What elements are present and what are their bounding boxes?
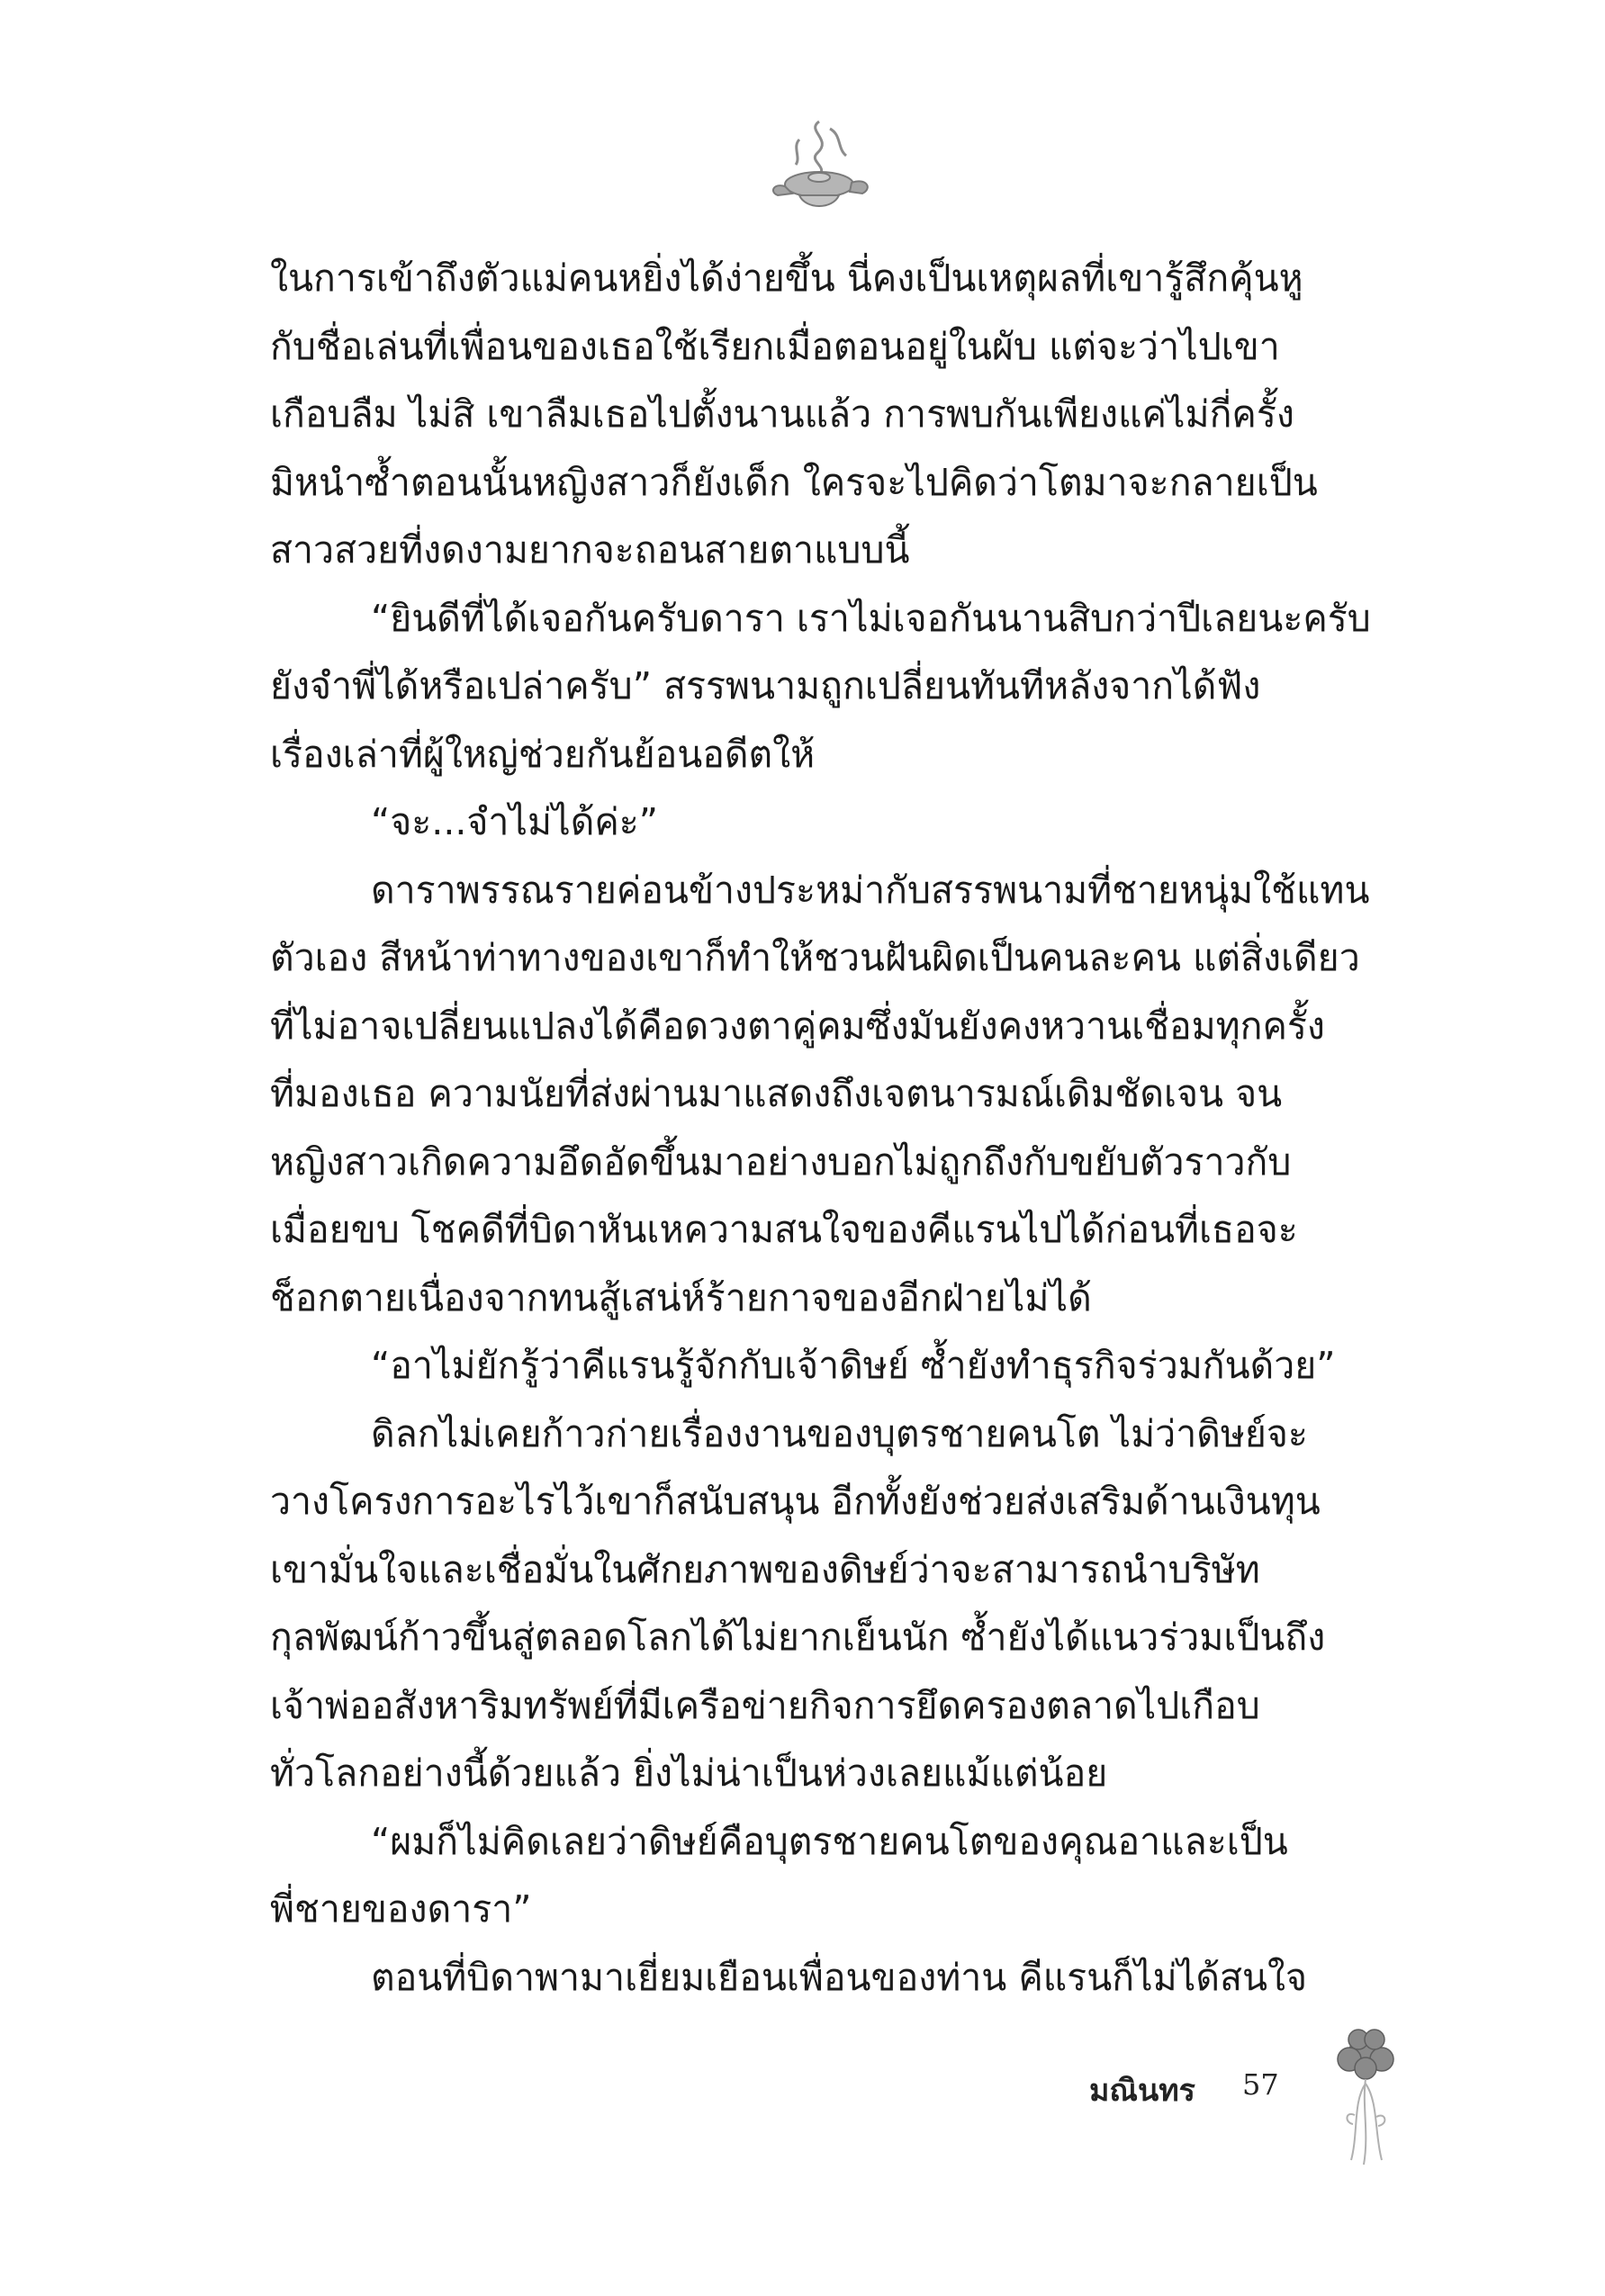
text-line: มิหนำซ้ำตอนนั้นหญิงสาวก็ยังเด็ก ใครจะไปคิดว่าโตมาจะกลายเป็น xyxy=(270,460,1318,504)
text-line: ที่ไม่อาจเปลี่ยนแปลงได้คือดวงตาคู่คมซึ่งมันยังคงหวานเชื่อมทุกครั้ง xyxy=(270,1004,1325,1048)
text-line: สาวสวยที่งดงามยากจะถอนสายตาแบบนี้ xyxy=(270,528,910,572)
text-line: ตอนที่บิดาพามาเยี่ยมเยือนเพื่อนของท่าน คีแรนก็ไม่ได้สนใจ xyxy=(371,1955,1308,1999)
text-line: พี่ชายของดารา” xyxy=(270,1887,532,1931)
body-text xyxy=(270,245,1431,2012)
page-number: 57 xyxy=(1242,2067,1279,2102)
text-line: “อาไม่ยักรู้ว่าคีแรนรู้จักกับเจ้าดิษย์ ซ้ำยังทำธุรกิจร่วมกันด้วย” xyxy=(371,1344,1336,1387)
text-line: “จะ...จำไม่ได้ค่ะ” xyxy=(371,800,659,843)
text-line: หญิงสาวเกิดความอึดอัดขึ้นมาอย่างบอกไม่ถูกถึงกับขยับตัวราวกับ xyxy=(270,1139,1292,1184)
lamp-genie-ornament-icon xyxy=(756,104,882,230)
text-line: ดิลกไม่เคยก้าวก่ายเรื่องงานของบุตรชายคนโต ไม่ว่าดิษย์จะ xyxy=(371,1411,1308,1455)
text-line: กุลพัฒน์ก้าวขึ้นสู่ตลอดโลกได้ไม่ยากเย็นนัก ซ้ำยังได้แนวร่วมเป็นถึง xyxy=(270,1616,1326,1659)
book-title: มณินทร xyxy=(1089,2073,1195,2109)
text-line: ที่มองเธอ ความนัยที่ส่งผ่านมาแสดงถึงเจตนารมณ์เดิมชัดเจน จน xyxy=(270,1072,1283,1115)
text-line: เรื่องเล่าที่ผู้ใหญ่ช่วยกันย้อนอดีตให้ xyxy=(270,732,816,776)
text-line: ยังจำพี่ได้หรือเปล่าครับ” สรรพนามถูกเปลี่ยนทันทีหลังจากได้ฟัง xyxy=(270,664,1261,707)
text-line: “ผมก็ไม่คิดเลยว่าดิษย์คือบุตรชายคนโตของคุณอาและเป็น xyxy=(371,1819,1288,1863)
text-line: เมื่อยขบ โชคดีที่บิดาหันเหความสนใจของคีแรนไปได้ก่อนที่เธอจะ xyxy=(270,1208,1298,1251)
text-line: วางโครงการอะไรไว้เขาก็สนับสนุน อีกทั้งยังช่วยส่งเสริมด้านเงินทุน xyxy=(270,1480,1321,1523)
text-line: ดาราพรรณรายค่อนข้างประหม่ากับสรรพนามที่ชายหนุ่มใช้แทน xyxy=(371,868,1370,912)
text-line: ช็อกตายเนื่องจากทนสู้เสน่ห์ร้ายกาจของอีกฝ่ายไม่ได้ xyxy=(270,1275,1092,1319)
text-line: เจ้าพ่ออสังหาริมทรัพย์ที่มีเครือข่ายกิจการยึดครองตลาดไปเกือบ xyxy=(270,1683,1260,1727)
text-line: เขามั่นใจและเชื่อมั่นในศักยภาพของดิษย์ว่าจะสามารถนำบริษัท xyxy=(270,1547,1260,1591)
text-line: ตัวเอง สีหน้าท่าทางของเขาก็ทำให้ชวนฝันผิดเป็นคนละคน แต่สิ่งเดียว xyxy=(270,936,1360,979)
text-line: กับชื่อเล่นที่เพื่อนของเธอใช้เรียกเมื่อตอนอยู่ในผับ แต่จะว่าไปเขา xyxy=(270,324,1280,368)
text-line: ในการเข้าถึงตัวแม่คนหยิ่งได้ง่ายขึ้น นี่คงเป็นเหตุผลที่เขารู้สึกคุ้นหู xyxy=(270,257,1303,300)
text-line: เกือบลืม ไม่สิ เขาลืมเธอไปตั้งนานแล้ว การพบกันเพียงแค่ไม่กี่ครั้ง xyxy=(270,392,1294,436)
text-line: “ยินดีที่ได้เจอกันครับดารา เราไม่เจอกันนานสิบกว่าปีเลยนะครับ xyxy=(371,596,1371,640)
text-line: ทั่วโลกอย่างนี้ด้วยแล้ว ยิ่งไม่น่าเป็นห่วงเลยแม้แต่น้อย xyxy=(270,1751,1108,1795)
flower-bouquet-ornament-icon xyxy=(1319,2016,1413,2174)
